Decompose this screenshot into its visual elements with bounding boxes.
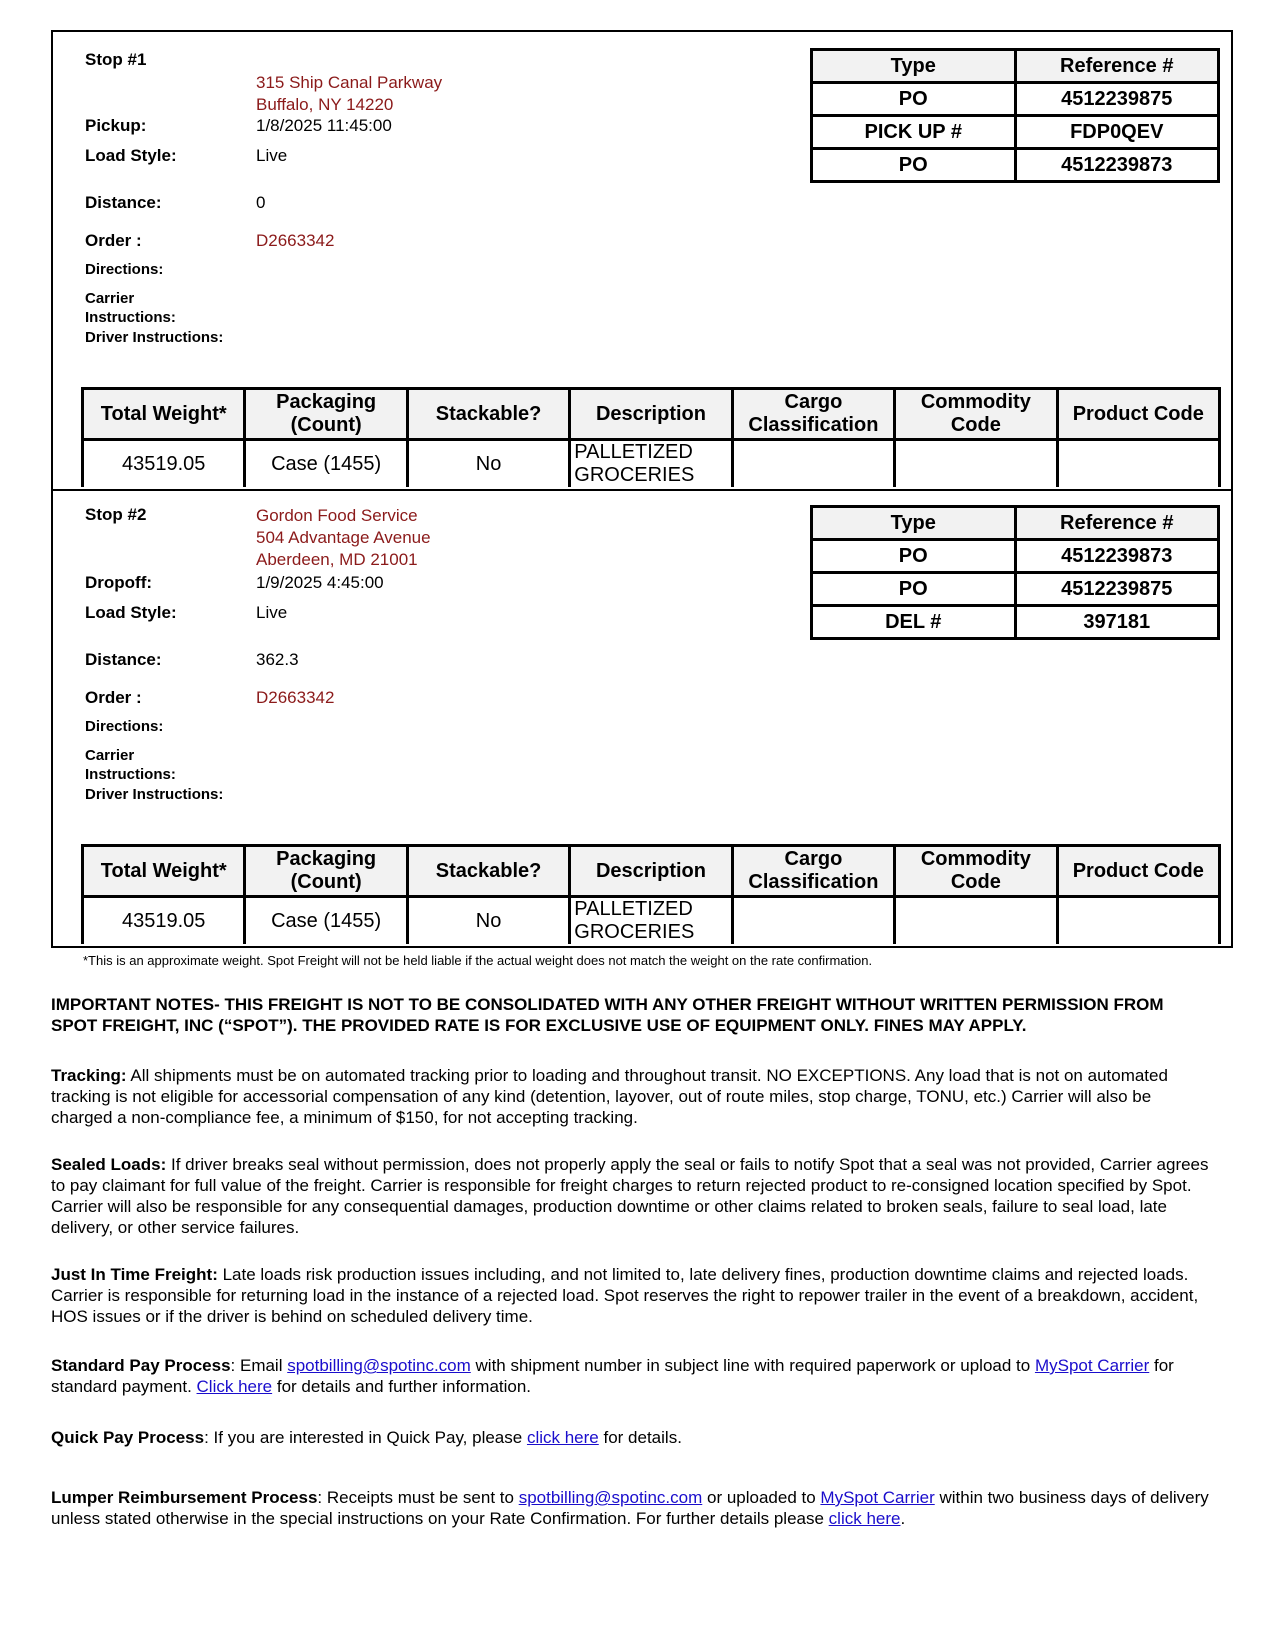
stackable-cell: No [407, 897, 569, 945]
product-code-cell [1057, 440, 1219, 488]
lumper-click-here-link[interactable]: click here [828, 1509, 901, 1528]
reference-type: PO [812, 573, 1016, 606]
reference-type: DEL # [812, 606, 1016, 639]
stop-2-address [256, 505, 431, 571]
standard-pay-label: Standard Pay Process [51, 1356, 231, 1375]
section-divider [51, 489, 1233, 491]
stop-2-address-line1: 504 Advantage Avenue [256, 528, 431, 547]
stop-2-carrier-instructions-label [85, 746, 176, 784]
stop-2-company: Gordon Food Service [256, 506, 418, 525]
freight-header-row [83, 389, 1220, 440]
stop-2-carrier-instructions-line2: Instructions: [85, 766, 176, 783]
product-code-cell [1057, 897, 1219, 945]
quick-pay-text-1: : If you are interested in Quick Pay, please [204, 1428, 527, 1447]
stackable-cell: No [407, 440, 569, 488]
stop-1-order-value: D2663342 [256, 231, 335, 250]
description-line1: PALLETIZED [574, 898, 693, 920]
cargo-classification-header: Cargo Classification [732, 846, 894, 897]
standard-pay-text-1: : Email [230, 1356, 288, 1375]
product-code-header: Product Code [1057, 846, 1219, 897]
reference-header-row [812, 50, 1219, 83]
product-code-header: Product Code [1057, 389, 1219, 440]
freight-row [83, 897, 1220, 945]
packaging-header: Packaging (Count) [245, 846, 407, 897]
stop-1-address-line2: Buffalo, NY 14220 [256, 95, 394, 114]
description-header: Description [570, 389, 732, 440]
reference-type-header: Type [812, 50, 1016, 83]
stop-2-order-label: Order : [85, 688, 142, 707]
sealed-loads-text: If driver breaks seal without permission, does not properly apply the seal or fails to notify Spot that a seal was not provided, Carrier agrees to pay claimant for full value of the freight. Carrier is responsible for freight charges to return rejected product to re-consigned location specified by Spot. Carrier will also be responsible for any consequential damages, production downtime or other claims related to broken seals, failure to seal load, late delivery, or other service failures. [51, 1155, 1209, 1237]
stop-1-order-label: Order : [85, 231, 142, 250]
stop-2-address-line2: Aberdeen, MD 21001 [256, 550, 418, 569]
stop-1-driver-instructions-label: Driver Instructions: [85, 329, 224, 346]
stop-2-load-style-label: Load Style: [85, 603, 177, 622]
sealed-loads-paragraph [51, 1154, 1211, 1238]
packaging-header: Packaging (Count) [245, 389, 407, 440]
sealed-loads-label: Sealed Loads: [51, 1155, 167, 1174]
reference-row [812, 606, 1219, 639]
commodity-code-cell [895, 440, 1057, 488]
stop-1-distance-value: 0 [256, 193, 266, 212]
total-weight-cell: 43519.05 [83, 897, 245, 945]
stop-2-carrier-instructions-line1: Carrier [85, 747, 135, 764]
stop-1-title: Stop #1 [85, 50, 147, 69]
description-line1: PALLETIZED [574, 441, 693, 463]
quick-pay-click-here-link[interactable]: click here [526, 1428, 599, 1447]
reference-row [812, 116, 1219, 149]
stop-2-distance-label: Distance: [85, 650, 162, 669]
reference-number: 4512239873 [1015, 540, 1219, 573]
lumper-email-link[interactable]: spotbilling@spotinc.com [518, 1488, 703, 1507]
reference-number: 4512239873 [1015, 149, 1219, 182]
tracking-label: Tracking: [51, 1066, 127, 1085]
stop-1-load-style-value: Live [256, 146, 288, 165]
reference-header-row [812, 507, 1219, 540]
standard-pay-text-3: for standard payment. [51, 1356, 1174, 1396]
commodity-code-header: Commodity Code [895, 846, 1057, 897]
packaging-cell: Case (1455) [245, 440, 407, 488]
stop-2-driver-instructions-label: Driver Instructions: [85, 786, 224, 803]
tracking-text: All shipments must be on automated tracking prior to loading and throughout transit. NO EXCEPTIONS. Any load that is not on automated tracking is not eligible for accessorial compensation of any kind (detention, layover, out of route miles, stop charge, TONU, etc.) Carrier will also be charged a non-compliance fee, a minimum of $150, for not accepting tracking. [51, 1066, 1168, 1127]
lumper-paragraph [51, 1487, 1211, 1529]
cargo-classification-cell [732, 897, 894, 945]
reference-row [812, 540, 1219, 573]
reference-number: FDP0QEV [1015, 116, 1219, 149]
stop-1-pickup-value: 1/8/2025 11:45:00 [256, 116, 392, 135]
important-notes: IMPORTANT NOTES- THIS FREIGHT IS NOT TO BE CONSOLIDATED WITH ANY OTHER FREIGHT WITHOUT WRITTEN PERMISSION FROM SPOT FREIGHT, INC (“SPOT”). THE PROVIDED RATE IS FOR EXCLUSIVE USE OF EQUIPMENT ONLY. FINES MAY APPLY. [51, 995, 1164, 1035]
commodity-code-header: Commodity Code [895, 389, 1057, 440]
lumper-text-2: or uploaded to [702, 1488, 821, 1507]
description-line2: GROCERIES [574, 464, 695, 486]
total-weight-cell: 43519.05 [83, 440, 245, 488]
reference-type: PO [812, 149, 1016, 182]
stop-2-title: Stop #2 [85, 505, 147, 524]
stop-1-carrier-instructions-line2: Instructions: [85, 309, 176, 326]
description-line2: GROCERIES [574, 921, 695, 943]
stop-2-freight-table [81, 844, 1221, 944]
cargo-classification-header: Cargo Classification [732, 389, 894, 440]
stop-1-distance-label: Distance: [85, 193, 162, 212]
reference-row [812, 83, 1219, 116]
stop-1-carrier-instructions-line1: Carrier [85, 290, 135, 307]
standard-pay-text-4: for details and further information. [272, 1377, 532, 1396]
reference-type-header: Type [812, 507, 1016, 540]
stop-1-reference-table [810, 48, 1220, 183]
just-in-time-paragraph [51, 1264, 1211, 1327]
freight-row [83, 440, 1220, 488]
stop-1-directions-label: Directions: [85, 261, 164, 278]
lumper-label: Lumper Reimbursement Process [51, 1488, 318, 1507]
total-weight-header: Total Weight* [83, 389, 245, 440]
quick-pay-text-2: for details. [598, 1428, 682, 1447]
stop-2-distance-value: 362.3 [256, 650, 299, 669]
just-in-time-label: Just In Time Freight: [51, 1265, 218, 1284]
stop-2-reference-table [810, 505, 1220, 640]
stop-2-directions-label: Directions: [85, 718, 164, 735]
quick-pay-label: Quick Pay Process [51, 1428, 205, 1447]
stop-1-freight-table [81, 387, 1221, 487]
total-weight-header: Total Weight* [83, 846, 245, 897]
commodity-code-cell [895, 897, 1057, 945]
stop-1-address-line1: 315 Ship Canal Parkway [256, 73, 443, 92]
tracking-paragraph [51, 1065, 1211, 1128]
lumper-myspot-carrier-link[interactable]: MySpot Carrier [820, 1488, 935, 1507]
standard-pay-text-2: with shipment number in subject line with required paperwork or upload to [470, 1356, 1035, 1375]
stop-2-dropoff-label: Dropoff: [85, 573, 153, 592]
stop-1-load-style-label: Load Style: [85, 146, 177, 165]
reference-number: 397181 [1015, 606, 1219, 639]
stop-1-carrier-instructions-label [85, 289, 176, 327]
stop-1-pickup-label: Pickup: [85, 116, 147, 135]
reference-number-header: Reference # [1015, 507, 1219, 540]
stackable-header: Stackable? [407, 846, 569, 897]
stop-2-order-value: D2663342 [256, 688, 335, 707]
stop-2-load-style-value: Live [256, 603, 288, 622]
stackable-header: Stackable? [407, 389, 569, 440]
stop-2-dropoff-value: 1/9/2025 4:45:00 [256, 573, 384, 592]
standard-pay-click-here-link[interactable]: Click here [196, 1377, 273, 1396]
cargo-classification-cell [732, 440, 894, 488]
myspot-carrier-link[interactable]: MySpot Carrier [1034, 1356, 1150, 1375]
lumper-text-1: : Receipts must be sent to [317, 1488, 519, 1507]
freight-header-row [83, 846, 1220, 897]
reference-number-header: Reference # [1015, 50, 1219, 83]
reference-number: 4512239875 [1015, 83, 1219, 116]
lumper-text-4: . [900, 1509, 906, 1528]
standard-pay-paragraph [51, 1355, 1211, 1397]
lumper-text-3: within two business days of delivery unless stated otherwise in the special instructions on your Rate Confirmation. For further details please [51, 1488, 1209, 1528]
billing-email-link[interactable]: spotbilling@spotinc.com [287, 1356, 471, 1375]
weight-footnote: *This is an approximate weight. Spot Freight will not be held liable if the actual weight does not match the weight on the rate confirmation. [83, 953, 873, 968]
reference-type: PO [812, 83, 1016, 116]
description-header: Description [570, 846, 732, 897]
reference-type: PO [812, 540, 1016, 573]
quick-pay-paragraph [51, 1427, 1211, 1448]
reference-row [812, 149, 1219, 182]
description-cell [570, 440, 732, 488]
reference-type: PICK UP # [812, 116, 1016, 149]
stop-1-address [256, 72, 442, 116]
packaging-cell: Case (1455) [245, 897, 407, 945]
description-cell [570, 897, 732, 945]
reference-number: 4512239875 [1015, 573, 1219, 606]
reference-row [812, 573, 1219, 606]
just-in-time-text: Late loads risk production issues including, and not limited to, late delivery fines, production downtime claims and rejected loads. Carrier is responsible for returning load in the instance of a rejected load. Spot reserves the right to repower trailer in the event of a breakdown, accident, HOS issues or if the driver is behind on scheduled delivery time. [51, 1265, 1199, 1326]
